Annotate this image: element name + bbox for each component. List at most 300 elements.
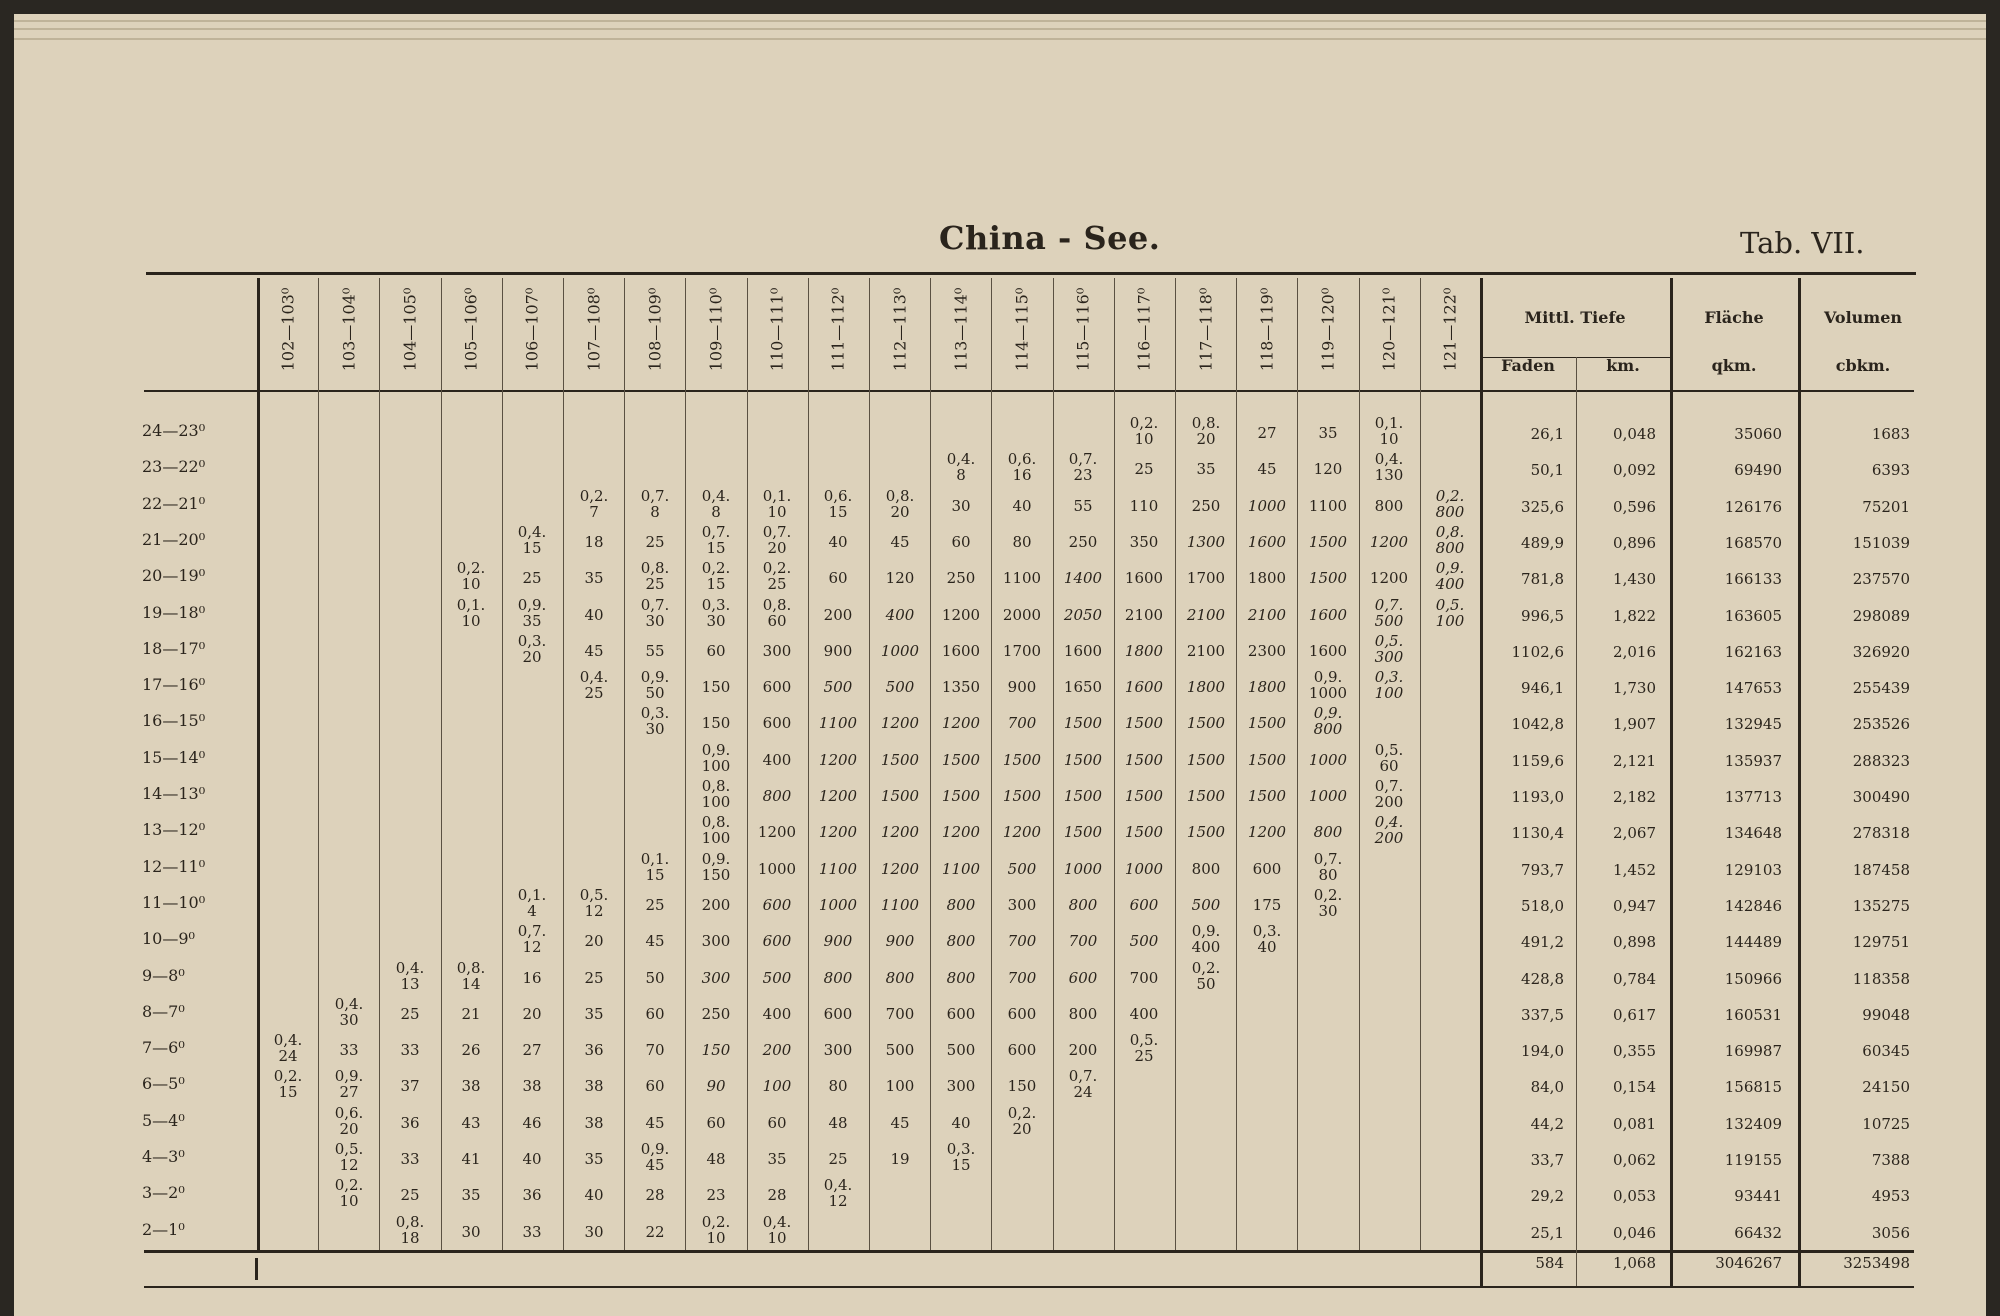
- faden-value: 337,5: [1521, 1006, 1564, 1024]
- depth-cell: 1200: [880, 860, 920, 878]
- depth-cell: 700: [1007, 932, 1037, 950]
- depth-cell: 36: [522, 1186, 542, 1204]
- depth-cell: 40: [584, 606, 604, 624]
- row-label: 17—16⁰: [142, 675, 206, 694]
- depth-cell: 1500: [1063, 787, 1103, 805]
- depth-cell: 1200: [1369, 533, 1409, 551]
- column-header: 110—111⁰: [767, 287, 787, 372]
- column-divider: [1236, 278, 1237, 1250]
- volumen-value: 118358: [1852, 970, 1910, 988]
- row-label: 2—1⁰: [142, 1220, 185, 1239]
- depth-cell: 38: [584, 1114, 604, 1132]
- depth-cell: 0,9. 27: [334, 1067, 364, 1101]
- km-value: 2,121: [1613, 752, 1656, 770]
- km-value: 0,092: [1613, 461, 1656, 479]
- depth-cell: 2100: [1186, 642, 1226, 660]
- depth-cell: 1500: [880, 751, 920, 769]
- depth-cell: 1650: [1063, 678, 1103, 696]
- depth-cell: 110: [1129, 497, 1159, 515]
- faden-value: 25,1: [1530, 1224, 1564, 1242]
- depth-cell: 0,5. 100: [1435, 596, 1465, 630]
- faden-value: 194,0: [1521, 1042, 1564, 1060]
- depth-cell: 1200: [757, 823, 797, 841]
- depth-cell: 1600: [1124, 678, 1164, 696]
- depth-cell: 80: [828, 1077, 848, 1095]
- depth-cell: 1100: [1308, 497, 1348, 515]
- depth-cell: 0,9. 150: [701, 850, 731, 884]
- depth-cell: 1500: [1063, 714, 1103, 732]
- depth-cell: 30: [584, 1223, 604, 1241]
- depth-cell: 19: [890, 1150, 910, 1168]
- faden-km-divider: [1576, 357, 1577, 1286]
- faden-value: 1193,0: [1511, 788, 1564, 806]
- depth-cell: 0,9. 1000: [1308, 668, 1348, 702]
- faden-value: 26,1: [1530, 425, 1564, 443]
- depth-cell: 0,8. 100: [701, 777, 731, 811]
- flaeche-value: 132409: [1724, 1115, 1782, 1133]
- row-label: 6—5⁰: [142, 1074, 185, 1093]
- depth-cell: 800: [946, 969, 976, 987]
- depth-cell: 38: [461, 1077, 481, 1095]
- depth-cell: 0,4. 24: [273, 1031, 303, 1065]
- depth-cell: 0,9. 100: [701, 741, 731, 775]
- depth-cell: 1500: [1124, 714, 1164, 732]
- column-header: 105—106⁰: [461, 287, 481, 372]
- flaeche-value: 132945: [1724, 715, 1782, 733]
- depth-cell: 30: [461, 1223, 481, 1241]
- depth-cell: 0,2. 10: [1129, 414, 1159, 448]
- depth-cell: 27: [522, 1041, 542, 1059]
- faden-value: 33,7: [1530, 1151, 1564, 1169]
- depth-cell: 2050: [1063, 606, 1103, 624]
- depth-cell: 45: [584, 642, 604, 660]
- depth-cell: 0,5. 60: [1374, 741, 1404, 775]
- depth-cell: 700: [1129, 969, 1159, 987]
- depth-cell: 0,8. 18: [395, 1213, 425, 1247]
- depth-cell: 60: [951, 533, 971, 551]
- depth-cell: 500: [1191, 896, 1221, 914]
- depth-cell: 1000: [1124, 860, 1164, 878]
- flaeche-value: 144489: [1724, 933, 1782, 951]
- row-label: 10—9⁰: [142, 929, 195, 948]
- volumen-value: 1683: [1871, 425, 1910, 443]
- faden-value: 781,8: [1521, 570, 1564, 588]
- km-value: 0,046: [1613, 1224, 1656, 1242]
- depth-cell: 200: [701, 896, 731, 914]
- depth-cell: 35: [584, 1005, 604, 1023]
- depth-cell: 1600: [941, 642, 981, 660]
- depth-cell: 40: [951, 1114, 971, 1132]
- depth-cell: 1500: [1186, 714, 1226, 732]
- depth-cell: 800: [762, 787, 792, 805]
- depth-cell: 1100: [818, 714, 858, 732]
- depth-cell: 48: [828, 1114, 848, 1132]
- row-label: 3—2⁰: [142, 1183, 185, 1202]
- depth-cell: 0,7. 20: [762, 523, 792, 557]
- depth-cell: 45: [1257, 460, 1277, 478]
- volumen-value: 187458: [1852, 861, 1910, 879]
- depth-cell: 1100: [818, 860, 858, 878]
- faden-value: 1130,4: [1511, 824, 1564, 842]
- faden-value: 518,0: [1521, 897, 1564, 915]
- depth-cell: 500: [1007, 860, 1037, 878]
- depth-cell: 1000: [1247, 497, 1287, 515]
- column-header: 104—105⁰: [400, 287, 420, 372]
- depth-cell: 1200: [818, 823, 858, 841]
- depth-cell: 900: [823, 642, 853, 660]
- column-divider: [563, 278, 564, 1250]
- depth-cell: 28: [645, 1186, 665, 1204]
- column-header: 115—116⁰: [1073, 287, 1093, 372]
- depth-cell: 1200: [1002, 823, 1042, 841]
- depth-cell: 200: [762, 1041, 792, 1059]
- depth-cell: 1200: [880, 823, 920, 841]
- flaeche-value: 160531: [1724, 1006, 1782, 1024]
- depth-cell: 25: [584, 969, 604, 987]
- depth-cell: 1000: [1308, 751, 1348, 769]
- volumen-value: 3056: [1871, 1224, 1910, 1242]
- depth-cell: 55: [1073, 497, 1093, 515]
- depth-cell: 35: [767, 1150, 787, 1168]
- depth-cell: 0,2. 50: [1191, 959, 1221, 993]
- column-divider: [1297, 278, 1298, 1250]
- km-value: 0,896: [1613, 534, 1656, 552]
- depth-cell: 25: [645, 533, 665, 551]
- faden-value: 29,2: [1530, 1187, 1564, 1205]
- faden-header: Faden: [1501, 356, 1555, 375]
- column-divider: [318, 278, 319, 1250]
- depth-cell: 400: [885, 606, 915, 624]
- depth-cell: 46: [522, 1114, 542, 1132]
- depth-cell: 33: [522, 1223, 542, 1241]
- flaeche-value: 134648: [1724, 824, 1782, 842]
- depth-cell: 1300: [1186, 533, 1226, 551]
- km-value: 0,784: [1613, 970, 1656, 988]
- depth-cell: 800: [946, 932, 976, 950]
- page-edge: [14, 38, 1986, 40]
- total-flaeche: 3046267: [1715, 1254, 1782, 1272]
- depth-cell: 1500: [1124, 787, 1164, 805]
- depth-cell: 1500: [880, 787, 920, 805]
- depth-cell: 23: [706, 1186, 726, 1204]
- depth-cell: 2100: [1247, 606, 1287, 624]
- depth-cell: 1000: [818, 896, 858, 914]
- depth-cell: 800: [946, 896, 976, 914]
- depth-cell: 0,2. 30: [1313, 886, 1343, 920]
- column-divider: [930, 278, 931, 1250]
- depth-cell: 1100: [880, 896, 920, 914]
- depth-cell: 1800: [1124, 642, 1164, 660]
- column-divider: [869, 278, 870, 1250]
- row-label: 12—11⁰: [142, 857, 206, 876]
- table-number: Tab. VII.: [1740, 226, 1865, 260]
- depth-cell: 0,4. 8: [946, 450, 976, 484]
- faden-value: 1042,8: [1511, 715, 1564, 733]
- document-page: [14, 14, 1986, 1316]
- row-label: 7—6⁰: [142, 1038, 185, 1057]
- faden-value: 428,8: [1521, 970, 1564, 988]
- depth-cell: 0,7. 24: [1068, 1067, 1098, 1101]
- depth-cell: 800: [1374, 497, 1404, 515]
- column-divider: [1420, 278, 1421, 1250]
- column-divider: [1175, 278, 1176, 1250]
- depth-cell: 1600: [1063, 642, 1103, 660]
- volumen-value: 6393: [1871, 461, 1910, 479]
- volumen-value: 288323: [1852, 752, 1910, 770]
- flaeche-header: Fläche: [1704, 308, 1764, 327]
- km-header: km.: [1606, 356, 1640, 375]
- depth-cell: 33: [339, 1041, 359, 1059]
- depth-cell: 0,1. 15: [640, 850, 670, 884]
- depth-cell: 250: [946, 569, 976, 587]
- depth-cell: 45: [645, 932, 665, 950]
- column-divider: [441, 278, 442, 1250]
- depth-cell: 100: [762, 1077, 792, 1095]
- depth-cell: 350: [1129, 533, 1159, 551]
- depth-cell: 45: [645, 1114, 665, 1132]
- depth-cell: 0,6. 15: [823, 487, 853, 521]
- depth-cell: 0,8. 60: [762, 596, 792, 630]
- column-divider: [685, 278, 686, 1250]
- km-value: 0,596: [1613, 498, 1656, 516]
- depth-cell: 100: [885, 1077, 915, 1095]
- depth-cell: 38: [522, 1077, 542, 1095]
- volumen-value: 278318: [1852, 824, 1910, 842]
- depth-cell: 35: [461, 1186, 481, 1204]
- volumen-value: 7388: [1871, 1151, 1910, 1169]
- depth-cell: 0,5. 12: [579, 886, 609, 920]
- flaeche-value: 119155: [1724, 1151, 1782, 1169]
- km-value: 0,081: [1613, 1115, 1656, 1133]
- km-value: 0,048: [1613, 425, 1656, 443]
- depth-cell: 40: [828, 533, 848, 551]
- depth-cell: 700: [885, 1005, 915, 1023]
- depth-cell: 0,7. 80: [1313, 850, 1343, 884]
- depth-cell: 0,8. 100: [701, 813, 731, 847]
- depth-cell: 1200: [941, 714, 981, 732]
- column-divider: [1359, 278, 1360, 1250]
- depth-cell: 800: [823, 969, 853, 987]
- depth-cell: 0,6. 20: [334, 1104, 364, 1138]
- row-label: 22—21⁰: [142, 494, 206, 513]
- faden-value: 491,2: [1521, 933, 1564, 951]
- depth-cell: 600: [762, 932, 792, 950]
- depth-cell: 1000: [1308, 787, 1348, 805]
- row-label: 13—12⁰: [142, 820, 206, 839]
- faden-value: 84,0: [1530, 1078, 1564, 1096]
- depth-cell: 1800: [1247, 569, 1287, 587]
- depth-cell: 0,3. 20: [517, 632, 547, 666]
- depth-cell: 26: [461, 1041, 481, 1059]
- depth-cell: 800: [1191, 860, 1221, 878]
- depth-cell: 41: [461, 1150, 481, 1168]
- depth-cell: 1500: [941, 787, 981, 805]
- volumen-value: 237570: [1852, 570, 1910, 588]
- depth-cell: 0,3. 30: [701, 596, 731, 630]
- depth-cell: 25: [645, 896, 665, 914]
- depth-cell: 0,6. 16: [1007, 450, 1037, 484]
- depth-cell: 150: [701, 714, 731, 732]
- depth-cell: 600: [762, 678, 792, 696]
- flaeche-value: 169987: [1724, 1042, 1782, 1060]
- km-value: 1,907: [1613, 715, 1656, 733]
- depth-cell: 600: [1252, 860, 1282, 878]
- flaeche-value: 129103: [1724, 861, 1782, 879]
- depth-cell: 25: [400, 1186, 420, 1204]
- volumen-value: 129751: [1852, 933, 1910, 951]
- depth-cell: 500: [823, 678, 853, 696]
- depth-cell: 250: [1068, 533, 1098, 551]
- depth-cell: 18: [584, 533, 604, 551]
- depth-cell: 1500: [1247, 714, 1287, 732]
- depth-cell: 40: [1012, 497, 1032, 515]
- column-header: 113—114⁰: [951, 287, 971, 372]
- depth-cell: 500: [885, 1041, 915, 1059]
- page-edge: [14, 28, 1986, 30]
- column-header: 107—108⁰: [584, 287, 604, 372]
- flaeche-value: 126176: [1724, 498, 1782, 516]
- depth-cell: 20: [584, 932, 604, 950]
- faden-value: 325,6: [1521, 498, 1564, 516]
- volumen-header: Volumen: [1823, 308, 1903, 327]
- row-label: 19—18⁰: [142, 603, 206, 622]
- column-divider: [991, 278, 992, 1250]
- column-header: 108—109⁰: [645, 287, 665, 372]
- depth-cell: 200: [1068, 1041, 1098, 1059]
- totals-divider: [255, 1258, 258, 1280]
- depth-cell: 900: [885, 932, 915, 950]
- depth-cell: 0,4. 8: [701, 487, 731, 521]
- depth-cell: 30: [951, 497, 971, 515]
- volumen-value: 75201: [1862, 498, 1910, 516]
- faden-value: 946,1: [1521, 679, 1564, 697]
- depth-cell: 500: [762, 969, 792, 987]
- depth-cell: 600: [1129, 896, 1159, 914]
- depth-cell: 0,1. 10: [762, 487, 792, 521]
- km-value: 2,067: [1613, 824, 1656, 842]
- depth-cell: 0,2. 10: [456, 559, 486, 593]
- depth-cell: 200: [823, 606, 853, 624]
- row-label: 14—13⁰: [142, 784, 206, 803]
- depth-cell: 1500: [1247, 787, 1287, 805]
- depth-cell: 800: [885, 969, 915, 987]
- depth-cell: 1500: [1186, 823, 1226, 841]
- depth-cell: 80: [1012, 533, 1032, 551]
- depth-cell: 250: [1191, 497, 1221, 515]
- column-header: 102—103⁰: [278, 287, 298, 372]
- depth-cell: 0,2. 15: [273, 1067, 303, 1101]
- row-label: 16—15⁰: [142, 711, 206, 730]
- depth-cell: 1200: [1369, 569, 1409, 587]
- depth-cell: 45: [890, 533, 910, 551]
- volumen-value: 60345: [1862, 1042, 1910, 1060]
- km-value: 1,822: [1613, 607, 1656, 625]
- depth-cell: 36: [400, 1114, 420, 1132]
- depth-cell: 0,4. 12: [823, 1176, 853, 1210]
- depth-cell: 0,9. 50: [640, 668, 670, 702]
- faden-value: 489,9: [1521, 534, 1564, 552]
- depth-cell: 90: [706, 1077, 726, 1095]
- depth-cell: 35: [1318, 424, 1338, 442]
- depth-cell: 700: [1068, 932, 1098, 950]
- depth-cell: 1500: [1063, 751, 1103, 769]
- depth-cell: 600: [1007, 1005, 1037, 1023]
- depth-cell: 600: [762, 714, 792, 732]
- row-label: 4—3⁰: [142, 1147, 185, 1166]
- depth-cell: 300: [701, 969, 731, 987]
- depth-cell: 16: [522, 969, 542, 987]
- depth-cell: 70: [645, 1041, 665, 1059]
- column-divider: [1053, 278, 1054, 1250]
- flaeche-value: 69490: [1734, 461, 1782, 479]
- faden-value: 1102,6: [1511, 643, 1564, 661]
- km-value: 0,062: [1613, 1151, 1656, 1169]
- depth-cell: 600: [1007, 1041, 1037, 1059]
- flaeche-value: 66432: [1734, 1224, 1782, 1242]
- depth-cell: 1000: [1063, 860, 1103, 878]
- volumen-value: 326920: [1852, 643, 1910, 661]
- depth-cell: 300: [762, 642, 792, 660]
- depth-cell: 0,2. 10: [334, 1176, 364, 1210]
- column-header: 118—119⁰: [1257, 287, 1277, 372]
- faden-value: 996,5: [1521, 607, 1564, 625]
- depth-cell: 0,3. 30: [640, 704, 670, 738]
- row-label: 23—22⁰: [142, 457, 206, 476]
- depth-cell: 0,9. 35: [517, 596, 547, 630]
- depth-cell: 33: [400, 1150, 420, 1168]
- depth-cell: 900: [823, 932, 853, 950]
- depth-cell: 1500: [1124, 751, 1164, 769]
- depth-cell: 35: [1196, 460, 1216, 478]
- header-bottom-rule: [144, 390, 1914, 392]
- depth-cell: 1500: [1186, 751, 1226, 769]
- depth-cell: 0,1. 10: [1374, 414, 1404, 448]
- depth-cell: 0,7. 15: [701, 523, 731, 557]
- depth-cell: 1500: [1124, 823, 1164, 841]
- depth-cell: 300: [1007, 896, 1037, 914]
- depth-cell: 1500: [1063, 823, 1103, 841]
- depth-cell: 400: [762, 751, 792, 769]
- depth-cell: 1200: [818, 787, 858, 805]
- depth-cell: 0,9. 800: [1313, 704, 1343, 738]
- row-label: 15—14⁰: [142, 748, 206, 767]
- km-value: 0,617: [1613, 1006, 1656, 1024]
- flaeche-value: 137713: [1724, 788, 1782, 806]
- depth-cell: 60: [767, 1114, 787, 1132]
- flaeche-value: 163605: [1724, 607, 1782, 625]
- column-divider: [747, 278, 748, 1250]
- depth-cell: 0,7. 8: [640, 487, 670, 521]
- depth-cell: 1600: [1308, 606, 1348, 624]
- depth-cell: 600: [1068, 969, 1098, 987]
- row-label: 18—17⁰: [142, 639, 206, 658]
- volumen-value: 300490: [1852, 788, 1910, 806]
- depth-cell: 0,2. 15: [701, 559, 731, 593]
- depth-cell: 0,4. 30: [334, 995, 364, 1029]
- depth-cell: 0,4. 130: [1374, 450, 1404, 484]
- column-header: 117—118⁰: [1196, 287, 1216, 372]
- depth-cell: 0,3. 40: [1252, 922, 1282, 956]
- depth-cell: 37: [400, 1077, 420, 1095]
- depth-cell: 175: [1252, 896, 1282, 914]
- depth-cell: 0,4. 25: [579, 668, 609, 702]
- km-value: 1,730: [1613, 679, 1656, 697]
- depth-cell: 0,8. 25: [640, 559, 670, 593]
- depth-cell: 1100: [941, 860, 981, 878]
- depth-cell: 0,8. 20: [1191, 414, 1221, 448]
- depth-cell: 36: [584, 1041, 604, 1059]
- column-header: 109—110⁰: [706, 287, 726, 372]
